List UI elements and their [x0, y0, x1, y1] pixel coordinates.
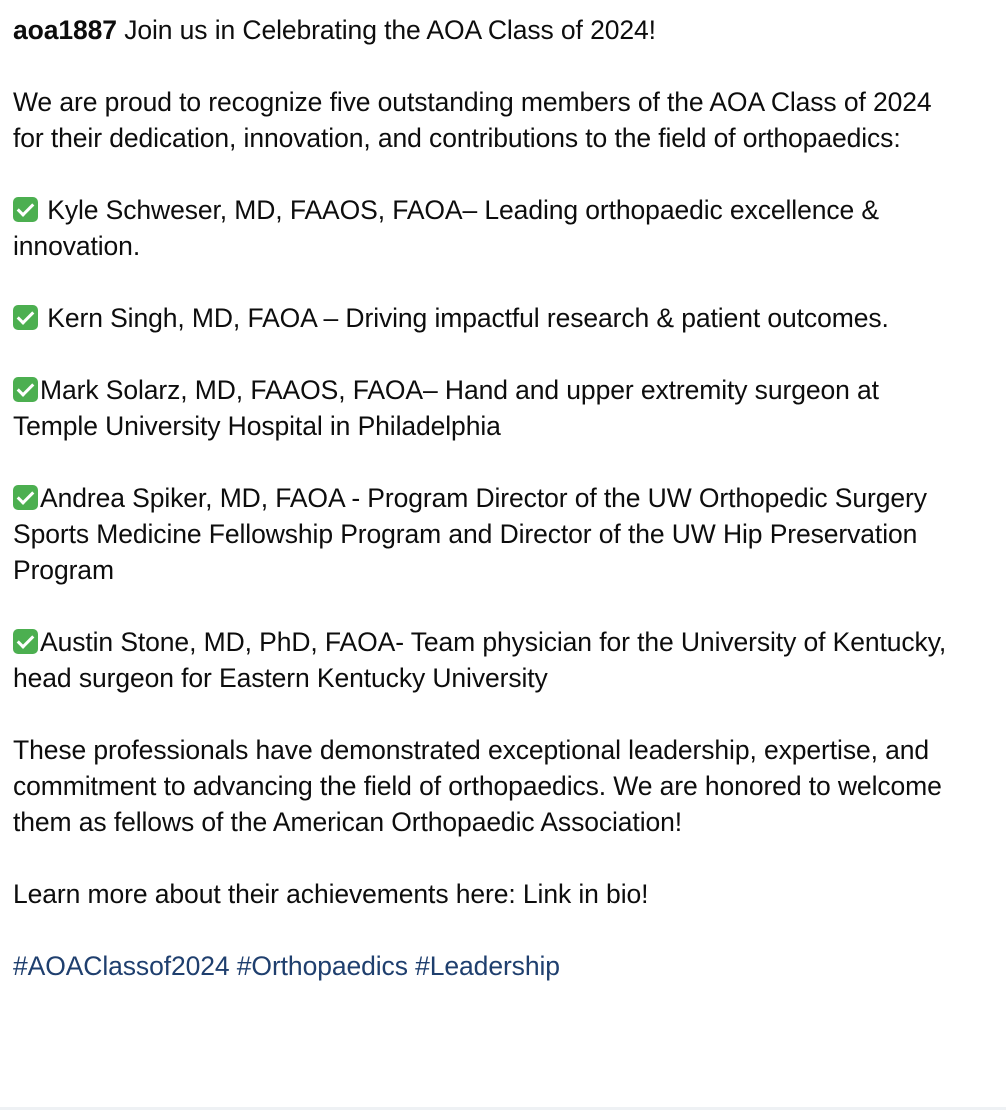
member-item — [13, 624, 963, 696]
username-link[interactable]: aoa1887 — [13, 15, 117, 45]
member-text: Mark Solarz, MD, FAAOS, FAOA– Hand and upper extremity surgeon at Temple University Hospital in Philadelphia — [13, 375, 879, 441]
member-text: Andrea Spiker, MD, FAOA - Program Director of the UW Orthopedic Surgery Sports Medicine Fellowship Program and Director of the UW Hip Preservation Program — [13, 483, 927, 585]
caption-cta: Learn more about their achievements here: Link in bio! — [13, 879, 649, 909]
check-mark-icon — [13, 305, 38, 330]
hashtag-link[interactable]: #Leadership — [415, 951, 560, 981]
check-mark-icon — [13, 197, 38, 222]
hashtag-link[interactable]: #AOAClassof2024 — [13, 951, 230, 981]
check-mark-icon — [13, 485, 38, 510]
hashtag-link[interactable]: #Orthopaedics — [236, 951, 408, 981]
caption-headline: Join us in Celebrating the AOA Class of 2024! — [124, 15, 656, 45]
check-mark-icon — [13, 377, 38, 402]
caption-closing: These professionals have demonstrated exceptional leadership, expertise, and commitment to advancing the field of orthopaedics. We are honored to welcome them as fellows of the American Orthopaedic Association! — [13, 735, 942, 837]
check-mark-icon — [13, 629, 38, 654]
member-item — [13, 372, 963, 444]
member-item — [13, 480, 963, 588]
caption-headline-line — [13, 12, 963, 48]
hashtag-list — [13, 948, 963, 984]
member-text: Austin Stone, MD, PhD, FAOA- Team physician for the University of Kentucky, head surgeon for Eastern Kentucky University — [13, 627, 947, 693]
member-text: Kyle Schweser, MD, FAAOS, FAOA– Leading orthopaedic excellence & innovation. — [13, 195, 879, 261]
caption-intro: We are proud to recognize five outstanding members of the AOA Class of 2024 for their dedication, innovation, and contributions to the field of orthopaedics: — [13, 87, 932, 153]
post-caption — [13, 12, 963, 984]
member-item — [13, 300, 963, 336]
member-item — [13, 192, 963, 264]
member-text: Kern Singh, MD, FAOA – Driving impactful research & patient outcomes. — [40, 303, 889, 333]
